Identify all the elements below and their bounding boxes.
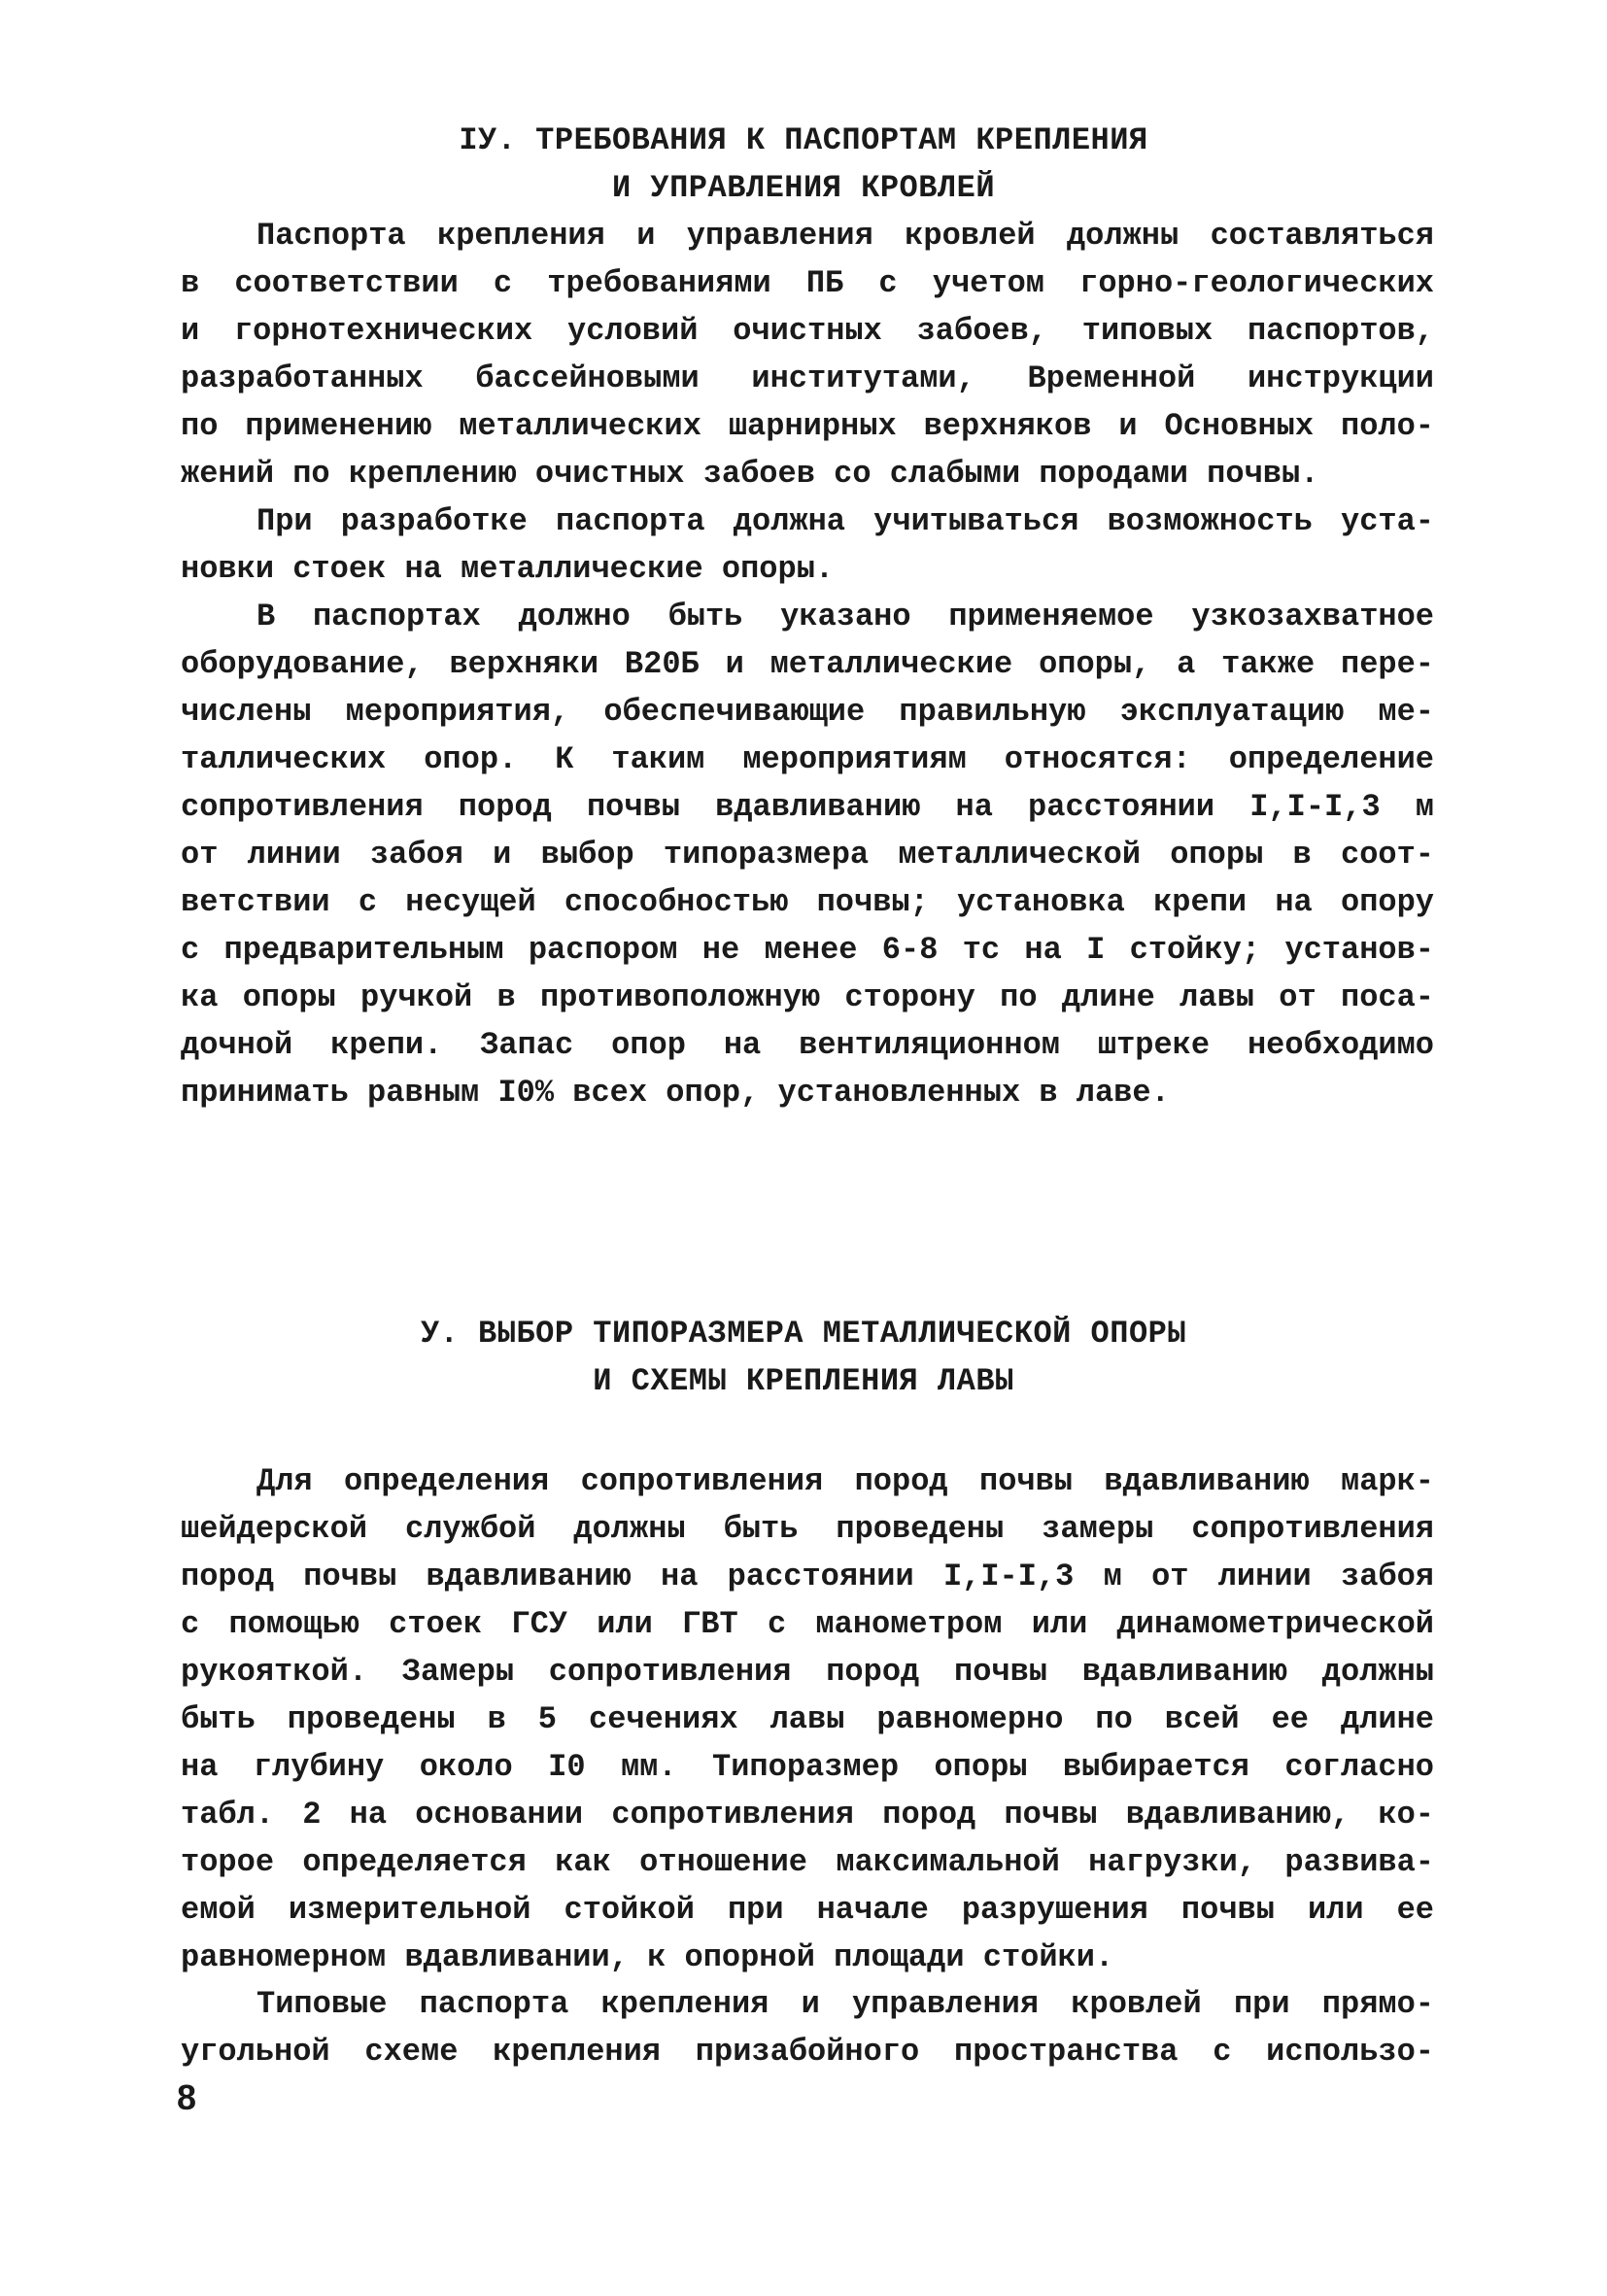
page-number: 8 — [177, 2077, 197, 2117]
text-line: емой измерительной стойкой при начале разрушения почвы или ее — [181, 1892, 1434, 1928]
text-line: Паспорта крепления и управления кровлей должны составляться — [256, 218, 1434, 254]
section-5-title-line-2: И СХЕМЫ КРЕПЛЕНИЯ ЛАВЫ — [593, 1363, 1014, 1399]
text-line: таллических опор. К таким мероприятиям относятся: определение — [181, 741, 1434, 777]
section-5-paragraph-2 — [181, 1980, 1434, 2075]
section-4-title — [0, 117, 1607, 212]
text-line: в соответствии с требованиями ПБ с учетом горно-геологических — [181, 265, 1434, 301]
section-4-paragraph-3 — [181, 593, 1434, 1116]
text-line: ка опоры ручкой в противоположную сторону по длине лавы от поса- — [181, 979, 1434, 1015]
section-4-title-line-2: И УПРАВЛЕНИЯ КРОВЛЕЙ — [611, 170, 996, 206]
section-4-paragraph-2 — [181, 497, 1434, 593]
text-line: угольной схеме крепления призабойного пространства с использо- — [181, 2034, 1434, 2070]
text-line: с предварительным распором не менее 6-8 тс на I стойку; установ- — [181, 932, 1434, 968]
text-line: числены мероприятия, обеспечивающие правильную эксплуатацию ме- — [181, 694, 1434, 730]
text-line: жений по креплению очистных забоев со слабыми породами почвы. — [181, 456, 1319, 492]
text-line: пород почвы вдавливанию на расстоянии I,I-I,3 м от линии забоя — [181, 1559, 1434, 1594]
text-line: ветствии с несущей способностью почвы; установка крепи на опору — [181, 884, 1434, 920]
text-line: быть проведены в 5 сечениях лавы равномерно по всей ее длине — [181, 1701, 1434, 1737]
text-line: равномерном вдавливании, к опорной площади стойки. — [181, 1939, 1114, 1975]
text-line: принимать равным I0% всех опор, установленных в лаве. — [181, 1075, 1170, 1111]
text-line: на глубину около I0 мм. Типоразмер опоры выбирается согласно — [181, 1749, 1434, 1785]
text-line: торое определяется как отношение максимальной нагрузки, развива- — [181, 1844, 1434, 1880]
text-line: шейдерской службой должны быть проведены замеры сопротивления — [181, 1511, 1434, 1547]
text-line: табл. 2 на основании сопротивления пород почвы вдавливанию, ко- — [181, 1797, 1434, 1833]
text-line: новки стоек на металлические опоры. — [181, 551, 835, 587]
section-4-title-line-1: IУ. ТРЕБОВАНИЯ К ПАСПОРТАМ КРЕПЛЕНИЯ — [459, 122, 1148, 158]
text-line: Типовые паспорта крепления и управления кровлей при прямо- — [256, 1986, 1434, 2022]
text-line: от линии забоя и выбор типоразмера металлической опоры в соот- — [181, 837, 1434, 873]
text-line: с помощью стоек ГСУ или ГВТ с манометром или динамометрической — [181, 1606, 1434, 1642]
section-5-title — [0, 1310, 1607, 1405]
text-line: оборудование, верхняки В20Б и металлические опоры, а также пере- — [181, 646, 1434, 682]
text-line: рукояткой. Замеры сопротивления пород почвы вдавливанию должны — [181, 1654, 1434, 1690]
section-5-title-line-1: У. ВЫБОР ТИПОРАЗМЕРА МЕТАЛЛИЧЕСКОЙ ОПОРЫ — [420, 1316, 1187, 1352]
text-line: сопротивления пород почвы вдавливанию на расстоянии I,I-I,3 м — [181, 789, 1434, 825]
text-line: разработанных бассейновыми институтами, Временной инструкции — [181, 360, 1434, 396]
text-line: по применению металлических шарнирных верхняков и Основных поло- — [181, 408, 1434, 444]
section-5-paragraph-1 — [181, 1457, 1434, 1981]
text-line: и горнотехнических условий очистных забоев, типовых паспортов, — [181, 313, 1434, 349]
section-4-paragraph-1 — [181, 212, 1434, 497]
text-line: дочной крепи. Запас опор на вентиляционном штреке необходимо — [181, 1027, 1434, 1063]
text-line: В паспортах должно быть указано применяемое узкозахватное — [256, 599, 1434, 634]
text-line: Для определения сопротивления пород почвы вдавливанию марк- — [256, 1463, 1434, 1499]
text-line: При разработке паспорта должна учитываться возможность уста- — [256, 503, 1434, 539]
